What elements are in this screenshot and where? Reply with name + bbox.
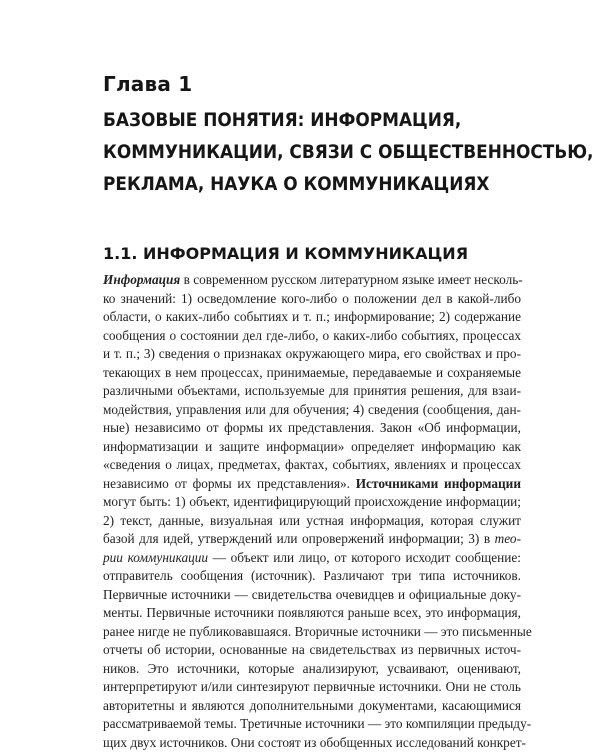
text-run: ные) независимо от формы их представления. Закон «Об информации, [103,420,521,435]
chapter-title [103,104,573,200]
text-run: Первичные источники — свидетельства очевидцев и официальные доку- [103,587,521,602]
text-line [103,345,521,364]
text-run: в современном русском литературном языке имеет несколь- [180,272,522,287]
text-line [103,734,521,752]
text-line [103,586,521,605]
text-run: модействия, управления или для обучения; 4) сведения (сообщения, дан- [103,402,521,417]
text-run: отчеты об истории, основанные на свидетельствах из первичных источ- [103,642,521,657]
text-line [103,493,521,512]
text-run: информатизации и защите информации» определяет информацию как [103,439,521,454]
text-line [103,308,521,327]
term-emphasis: рии коммуникации [103,550,208,565]
text-run: текающих в нем процессах, принимаемые, передаваемые и сохраняемые [103,365,521,380]
text-run: ников. Это источники, которые анализируют, усваивают, оценивают, [103,661,521,676]
text-run: — объект или лицо, от которого исходит сообщение: [208,550,521,565]
text-line [103,697,521,716]
text-line [103,271,521,290]
text-line [103,641,521,660]
text-run: могут быть: 1) объект, идентифицирующий происхождение информации; [103,494,521,509]
text-line [103,327,521,346]
text-run: ко значений: 1) осведомление кого-либо о положении дел в какой-либо [103,291,521,306]
text-line [103,715,521,734]
text-run: области, о каких-либо событиях и т. п.; информирование; 2) содержание [103,309,521,324]
body-paragraph [103,271,521,752]
text-line [103,382,521,401]
text-line [103,438,521,457]
text-line [103,401,521,420]
term-emphasis: тео- [495,531,521,546]
text-run: базой для идей, утверждений или опровержений информации; 3) в [103,531,495,546]
text-run: отправитель сообщения (источник). Различают три типа источников. [103,568,521,583]
text-line [103,475,521,494]
term-highlight: Информация [103,272,180,287]
text-run: ранее нигде не публиковавшаяся. Вторичные источники — это письменные [103,624,532,639]
term-highlight: Источниками информации [356,476,521,491]
text-run: 2) текст, данные, визуальная или устная информация, которая служит [103,513,521,528]
text-run: рассматриваемой темы. Третичные источники — это компиляции предыду- [103,716,531,731]
text-run: различными объектами, используемые для принятия решения, для взаи- [103,383,521,398]
text-line [103,512,521,531]
text-run: сообщения о состоянии дел где-либо, о каких-либо событиях, процессах [103,328,521,343]
text-line [103,604,521,623]
text-line [103,549,521,568]
text-line [103,660,521,679]
text-run: менты. Первичные источники появляются раньше всех, это информация, [103,605,521,620]
text-line [103,567,521,586]
text-line [103,623,521,642]
chapter-label: Глава 1 [103,72,192,96]
text-run: интерпретируют и/или синтезируют первичные источники. Они не столь [103,679,521,694]
text-line [103,678,521,697]
text-run: и т. п.; 3) сведения о признаках окружающего мира, его свойствах и про- [103,346,521,361]
text-run: «сведения о лицах, предметах, фактах, событиях, явлениях и процессах [103,457,521,472]
chapter-title-line: КОММУНИКАЦИИ, СВЯЗИ С ОБЩЕСТВЕННОСТЬЮ, [103,136,521,168]
text-run: авторитетны и являются дополнительными документами, касающимися [103,698,521,713]
section-title: 1.1. ИНФОРМАЦИЯ И КОММУНИКАЦИЯ [103,244,468,263]
text-run: щих двух источников. Они состоят из обобщенных исследований конкрет- [103,735,526,750]
chapter-title-line: РЕКЛАМА, НАУКА О КОММУНИКАЦИЯХ [103,168,521,200]
text-line [103,290,521,309]
text-line [103,419,521,438]
text-run: независимо от формы их представления». [103,476,356,491]
text-line [103,530,521,549]
text-line [103,456,521,475]
text-line [103,364,521,383]
chapter-title-line: БАЗОВЫЕ ПОНЯТИЯ: ИНФОРМАЦИЯ, [103,104,521,136]
